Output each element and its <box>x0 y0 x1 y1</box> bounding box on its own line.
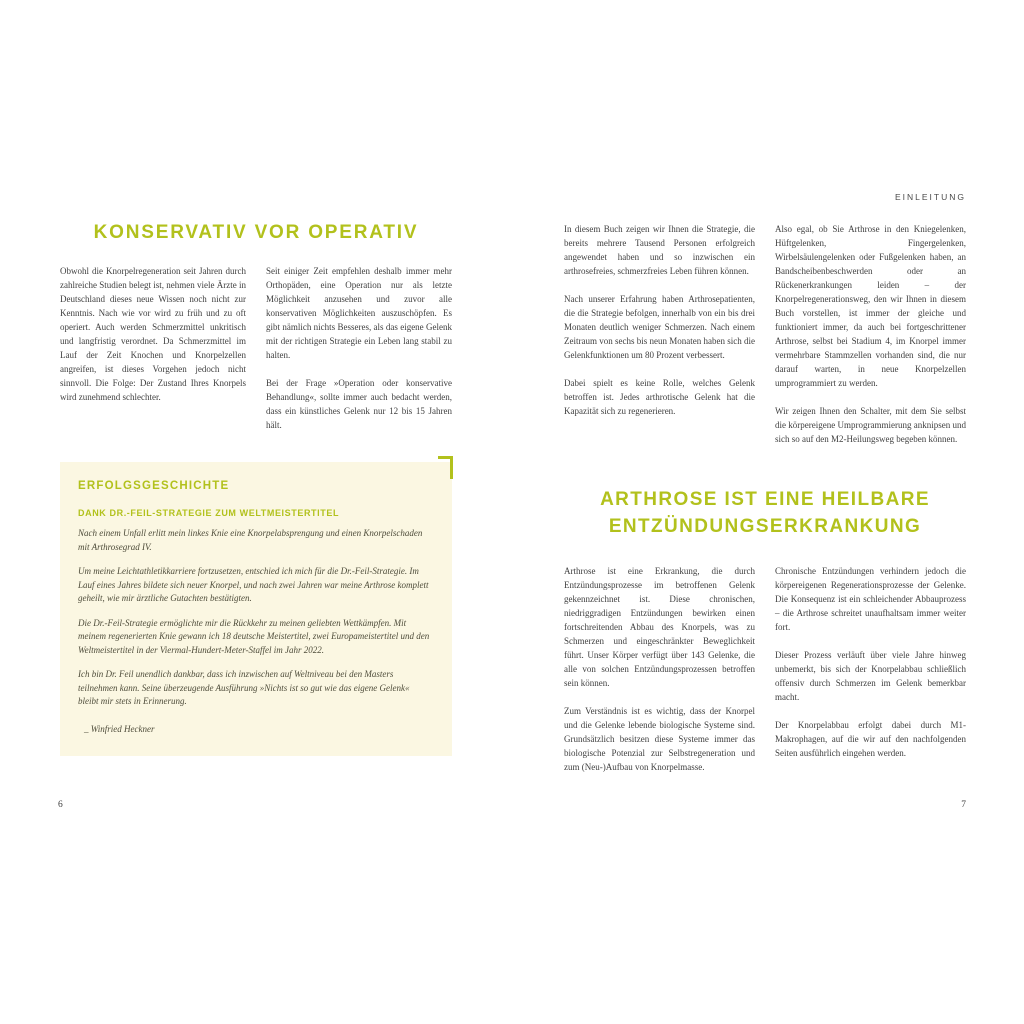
body-paragraph: Dieser Prozess verläuft über viele Jahre hinweg unbemerkt, bis sich der Knorpelabbau schließlich offensiv durch Schmerzen im Gelenk bemerkbar macht. <box>775 650 966 702</box>
body-paragraph: Obwohl die Knorpelregeneration seit Jahren durch zahlreiche Studien belegt ist, nehmen viele Ärzte in Deutschland dieses neue Wissen noch nicht zur Kenntnis. Nach wie vor wird zu früh und zu oft operiert. Auch werden Schmerzmittel unkritisch und langfristig verordnet. Da Schmerzmittel im Lauf der Zeit Knochen und Knorpelzellen angreifen, ist dieses Vorgehen jedoch nicht sinnvoll. Die Folge: Der Zustand Ihres Knorpels wird zunehmend schlechter. <box>60 266 246 402</box>
story-box-subheading: DANK DR.-FEIL-STRATEGIE ZUM WELTMEISTERTITEL <box>78 508 340 518</box>
story-box-heading: ERFOLGSGESCHICHTE <box>78 480 230 492</box>
success-story-box <box>60 462 452 756</box>
left-page <box>60 222 452 756</box>
body-paragraph: Dabei spielt es keine Rolle, welches Gelenk betroffen ist. Jedes arthrotische Gelenk hat die Kapazität sich zu regenerieren. <box>564 378 755 416</box>
testimonial-signature: _ Winfried Heckner <box>84 723 155 734</box>
right-page <box>564 192 966 774</box>
left-page-column-2 <box>266 264 452 432</box>
testimonial-paragraph: Ich bin Dr. Feil unendlich dankbar, dass ich inzwischen auf Weltniveau bei den Masters teilnehmen kann. Seine überzeugende Ausführung »Nichts ist so gut wie das eigene Gelenk« bleibt mir stets in Erinnerung. <box>78 669 410 706</box>
section-title-line-1: ARTHROSE IST EINE HEILBARE <box>600 489 930 510</box>
left-page-column-1 <box>60 264 246 432</box>
left-page-columns <box>60 264 452 432</box>
page-number-right: 7 <box>961 800 966 810</box>
body-paragraph: In diesem Buch zeigen wir Ihnen die Strategie, die bereits mehrere Tausend Personen erfolgreich angewendet haben und so inzwischen ein arthrosefreies, schmerzfreies Leben führen können. <box>564 224 755 276</box>
testimonial-paragraph: Nach einem Unfall erlitt mein linkes Knie eine Knorpelabsprengung und einen Knorpelschaden mit Arthrosegrad IV. <box>78 528 423 552</box>
right-intro-column-1 <box>564 222 755 446</box>
section-title-line-2: ENTZÜNDUNGSERKRANKUNG <box>608 516 922 537</box>
body-paragraph: Zum Verständnis ist es wichtig, dass der Knorpel und die Gelenke lebende biologische Systeme sind. Grundsätzlich besitzen diese Systeme immer das biologische Potenzial zur Selbstregeneration und zum (Neu-)Aufbau von Knorpelmasse. <box>564 706 755 772</box>
section-title <box>564 486 966 540</box>
right-page-body-columns <box>564 564 966 774</box>
right-intro-column-2 <box>775 222 966 446</box>
body-paragraph: Nach unserer Erfahrung haben Arthrosepatienten, die die Strategie befolgen, innerhalb von ein bis drei Monaten deutlich weniger Schmerzen. Nach einem Zeitraum von sechs bis neun Monaten haben sich die Gelenkfunktionen um 80 Prozent verbessert. <box>564 294 755 360</box>
body-paragraph: Also egal, ob Sie Arthrose in den Kniegelenken, Hüftgelenken, Fingergelenken, Wirbelsäulengelenken oder Fußgelenken haben, an Bandscheibenbeschwerden oder an Rückenerkrankungen leiden – der Knorpelregenerationsweg, den wir Ihnen in diesem Buch vorstellen, ist immer der gleiche und funktioniert immer, da auch bei fortgeschrittener Arthrose, selbst bei Stadium 4, im Knorpel immer vermehrbare Stammzellen vorhanden sind, die nur darauf warten, in neue Knorpelzellen umprogrammiert zu werden. <box>775 224 966 388</box>
running-head: EINLEITUNG <box>894 192 966 202</box>
right-page-intro-columns <box>564 222 966 446</box>
body-paragraph: Bei der Frage »Operation oder konservative Behandlung«, sollte immer auch bedacht werden, dass ein künstliches Gelenk nur 12 bis 15 Jahren hält. <box>266 378 452 430</box>
right-body-column-2 <box>775 564 966 774</box>
body-paragraph: Arthrose ist eine Erkrankung, die durch Entzündungsprozesse im betroffenen Gelenk gekennzeichnet ist. Diese chronischen, niedriggradigen Entzündungen bewirken einen fortschreitenden Abbau des Knorpels, was zu Schmerzen und eingeschränkter Beweglichkeit führt. Unser Körper verfügt über 143 Gelenke, die alle von solchen Entzündungsprozessen betroffen sein können. <box>564 566 755 688</box>
page-number-left: 6 <box>58 800 63 810</box>
corner-bracket-mark <box>438 456 453 479</box>
right-body-column-1 <box>564 564 755 774</box>
body-paragraph: Der Knorpelabbau erfolgt dabei durch M1-Makrophagen, auf die wir auf den nachfolgenden Seiten ausführlich eingehen werden. <box>775 720 966 758</box>
testimonial-paragraph: Um meine Leichtathletikkarriere fortzusetzen, entschied ich mich für die Dr.-Feil-Strategie. Im Lauf eines Jahres bildete sich neuer Knorpel, und nach zwei Jahren war meine Arthrose komplett geheilt, wie mir ärztliche Gutachten bestätigten. <box>78 566 429 603</box>
body-paragraph: Chronische Entzündungen verhindern jedoch die körpereigenen Regenerationsprozesse der Gelenke. Die Konsequenz ist ein schleichender Abbauprozess – die Arthrose schreitet unaufhaltsam immer weiter fort. <box>775 566 966 632</box>
body-paragraph: Wir zeigen Ihnen den Schalter, mit dem Sie selbst die körpereigene Umprogrammierung anknipsen und sich so auf den M2-Heilungsweg begeben können. <box>775 406 966 444</box>
body-paragraph: Seit einiger Zeit empfehlen deshalb immer mehr Orthopäden, eine Operation nur als letzte Möglichkeit anzusehen und zuvor alle konservativen Möglichkeiten auszuschöpfen. Es gibt nämlich nichts Besseres, als das eigene Gelenk mit der richtigen Strategie ein Leben lang stabil zu halten. <box>266 266 452 360</box>
chapter-title: KONSERVATIV VOR OPERATIV <box>93 222 419 243</box>
testimonial-paragraph: Die Dr.-Feil-Strategie ermöglichte mir die Rückkehr zu meinen geliebten Wettkämpfen. Mit meinem regenerierten Knie gewann ich 18 deutsche Meistertitel, zwei Europameistertitel und den Weltmeistertitel in der Viermal-Hundert-Meter-Staffel im Jahr 2022. <box>78 617 430 655</box>
